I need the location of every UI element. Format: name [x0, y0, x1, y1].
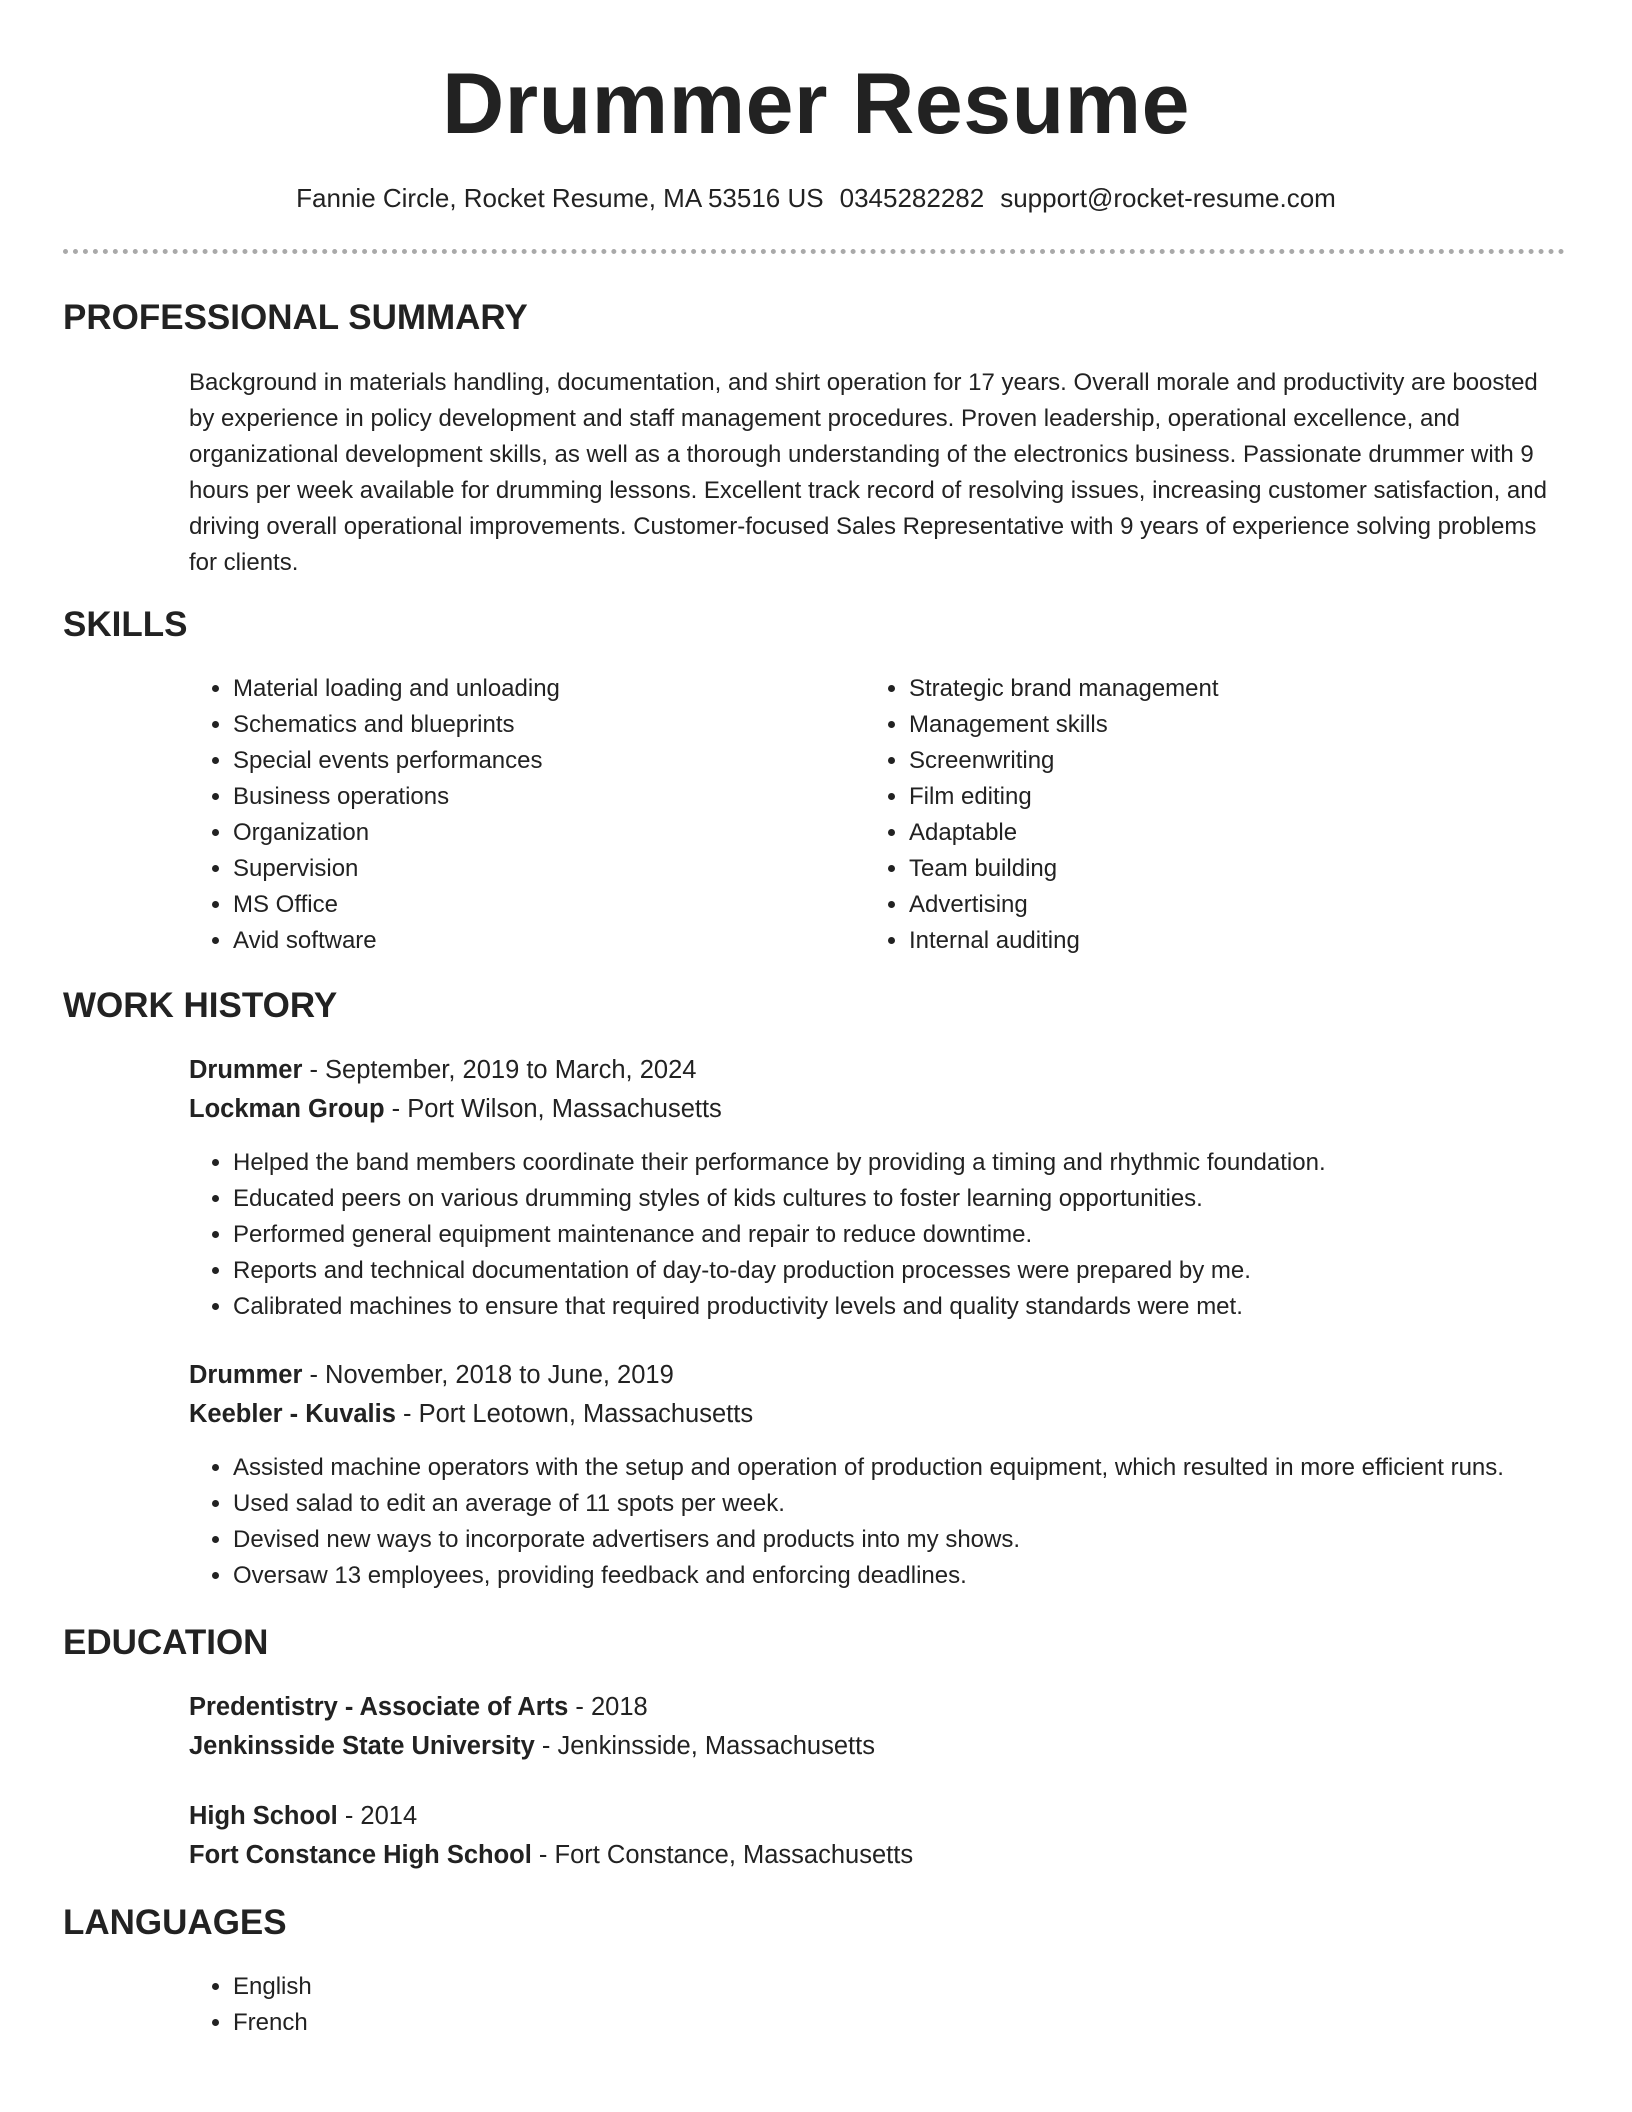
job-title-line [189, 1052, 696, 1088]
job-bullet: • Devised new ways to incorporate advertisers and products into my shows. [233, 1522, 1632, 1558]
job-bullet: • Reports and technical documentation of day-to-day production processes were prepared by me. [233, 1253, 1632, 1289]
education-heading: EDUCATION [63, 1623, 269, 1662]
degree-year: - 2014 [337, 1802, 418, 1830]
skill-item: • Schematics and blueprints [233, 707, 833, 743]
degree: High School [189, 1802, 338, 1830]
skill-item: • Organization [233, 815, 833, 851]
job-company: Lockman Group [189, 1095, 385, 1123]
skill-item: • Material loading and unloading [233, 671, 833, 707]
school-location: - Jenkinsside, Massachusetts [534, 1732, 875, 1760]
languages-heading: LANGUAGES [63, 1903, 287, 1942]
language-item: • English [233, 1969, 833, 2005]
job-bullet: • Used salad to edit an average of 11 spots per week. [233, 1486, 1632, 1522]
job-bullet: • Helped the band members coordinate their performance by providing a timing and rhythmic foundation. [233, 1145, 1632, 1181]
job-company-line [189, 1091, 722, 1127]
contact-email: support@rocket-resume.com [1000, 183, 1336, 213]
skills-list-right [865, 671, 1509, 959]
skill-item: • Business operations [233, 779, 833, 815]
header-divider [63, 249, 1565, 254]
job-dates: - September, 2019 to March, 2024 [302, 1056, 697, 1084]
skill-item: • Strategic brand management [909, 671, 1509, 707]
skill-item: • Team building [909, 851, 1509, 887]
job-bullets [189, 1450, 1632, 1594]
skill-item: • Adaptable [909, 815, 1509, 851]
job-location: - Port Leotown, Massachusetts [395, 1400, 754, 1428]
contact-phone: 0345282282 [839, 183, 985, 213]
skill-item: • Internal auditing [909, 923, 1509, 959]
degree-year: - 2018 [568, 1693, 648, 1721]
job-bullet: • Performed general equipment maintenance and repair to reduce downtime. [233, 1217, 1632, 1253]
job-bullet: • Assisted machine operators with the setup and operation of production equipment, which resulted in more efficient runs. [233, 1450, 1632, 1486]
job-dates: - November, 2018 to June, 2019 [302, 1361, 674, 1389]
skills-heading: SKILLS [63, 605, 188, 644]
summary-heading: PROFESSIONAL SUMMARY [63, 298, 528, 337]
job-title: Drummer [189, 1361, 303, 1389]
school: Fort Constance High School [189, 1841, 532, 1869]
job-title: Drummer [189, 1056, 303, 1084]
resume-title: Drummer Resume [442, 56, 1190, 152]
job-bullet: • Educated peers on various drumming styles of kids cultures to foster learning opportunities. [233, 1181, 1632, 1217]
job-location: - Port Wilson, Massachusetts [384, 1095, 722, 1123]
contact-address: Fannie Circle, Rocket Resume, MA 53516 US [296, 183, 824, 213]
degree-line [189, 1798, 417, 1834]
job-company-line [189, 1396, 753, 1432]
summary-text: Background in materials handling, documentation, and shirt operation for 17 years. Overall morale and productivity are boosted by experience in policy development and staff management procedures. Proven leadership, operational excellence, and organizational development skills, as well as a thorough understanding of the electronics business. Passionate drummer with 9 hours per week available for drumming lessons. Excellent track record of resolving issues, increasing customer satisfaction, and driving overall operational improvements. Customer-focused Sales Representative with 9 years of experience solving problems for clients. [189, 369, 1547, 576]
skill-item: • Screenwriting [909, 743, 1509, 779]
job-title-line [189, 1357, 674, 1393]
skills-list-left [189, 671, 833, 959]
skill-item: • Supervision [233, 851, 833, 887]
skill-item: • MS Office [233, 887, 833, 923]
skill-item: • Management skills [909, 707, 1509, 743]
job-bullet: • Oversaw 13 employees, providing feedback and enforcing deadlines. [233, 1558, 1632, 1594]
degree-line [189, 1689, 648, 1725]
skill-item: • Avid software [233, 923, 833, 959]
school-location: - Fort Constance, Massachusetts [531, 1841, 914, 1869]
job-bullets [189, 1145, 1632, 1325]
job-company: Keebler - Kuvalis [189, 1400, 396, 1428]
school-line [189, 1728, 875, 1764]
skill-item: • Special events performances [233, 743, 833, 779]
school-line [189, 1837, 913, 1873]
school: Jenkinsside State University [189, 1732, 535, 1760]
work-history-heading: WORK HISTORY [63, 986, 338, 1025]
contact-line [0, 180, 1632, 216]
skill-item: • Advertising [909, 887, 1509, 923]
skill-item: • Film editing [909, 779, 1509, 815]
languages-list [189, 1969, 833, 2041]
language-item: • French [233, 2005, 833, 2041]
degree: Predentistry - Associate of Arts [189, 1693, 569, 1721]
job-bullet: • Calibrated machines to ensure that required productivity levels and quality standards were met. [233, 1289, 1632, 1325]
